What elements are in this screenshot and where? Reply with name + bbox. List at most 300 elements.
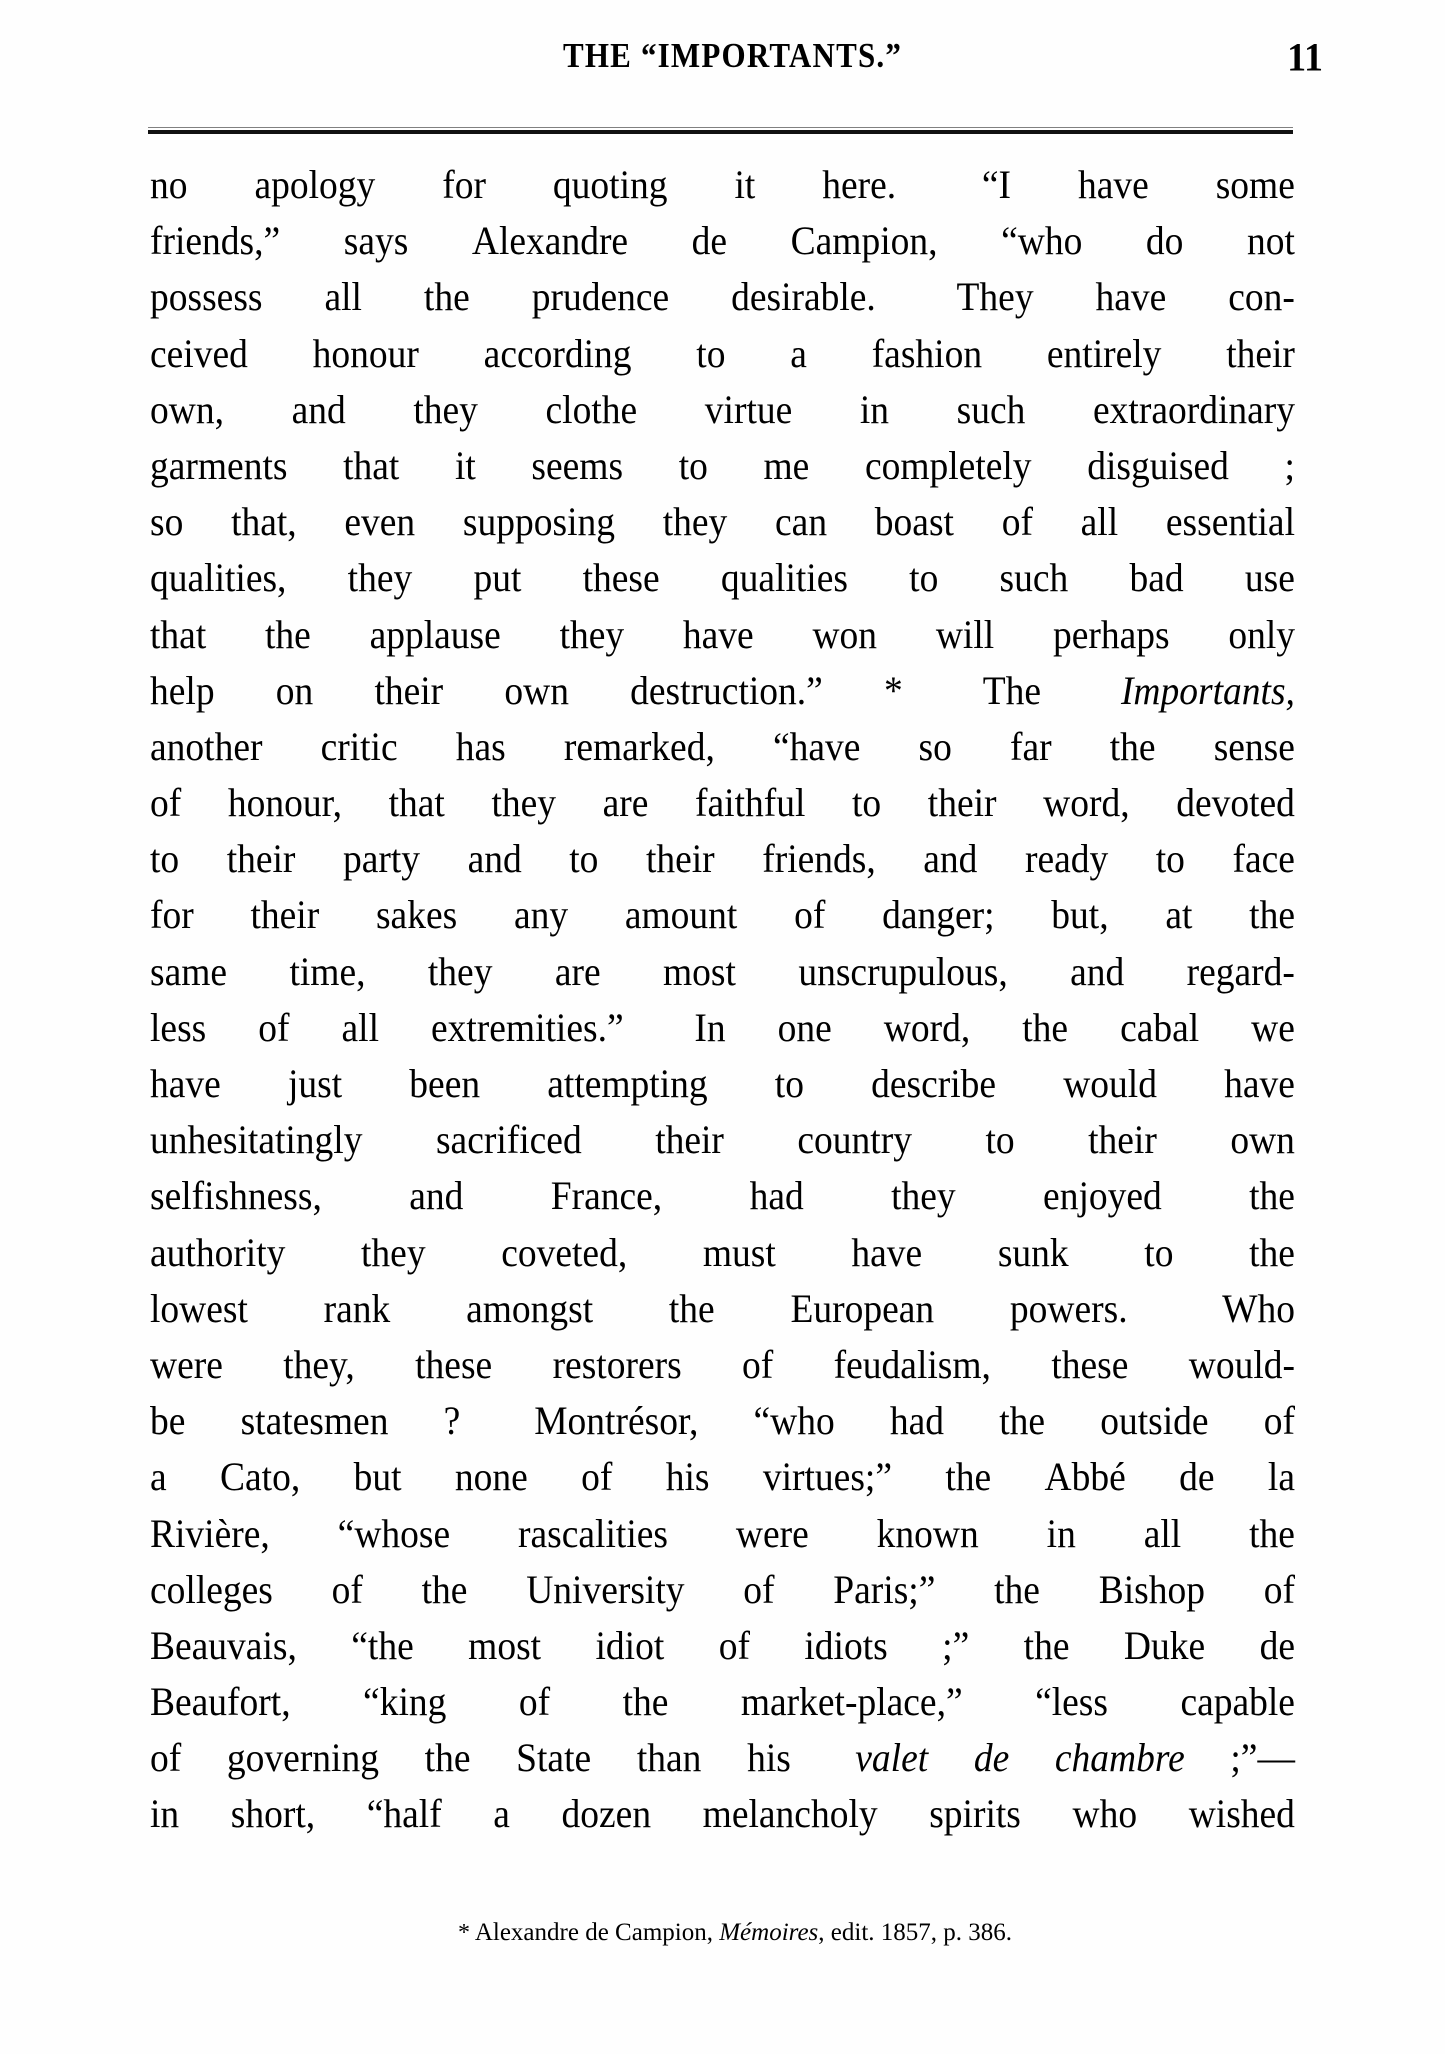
word: Beaufort, <box>150 1681 291 1725</box>
word: virtue <box>704 388 793 433</box>
word: were <box>150 1343 223 1388</box>
word: selfishness, <box>150 1175 322 1219</box>
word: most <box>468 1624 542 1669</box>
word: remarked, <box>563 725 715 770</box>
word: far <box>1009 725 1052 770</box>
word: they <box>413 388 478 433</box>
word: feudalism, <box>833 1343 991 1388</box>
word: the <box>994 1568 1040 1613</box>
word: “whose <box>337 1512 451 1557</box>
word: idiot <box>595 1624 665 1669</box>
word: completely <box>864 444 1032 489</box>
word: we <box>1251 1006 1295 1051</box>
word: these <box>582 557 660 601</box>
word: won <box>812 613 878 658</box>
word: of <box>743 1568 775 1613</box>
word: such <box>999 557 1069 601</box>
text-line <box>150 1786 1295 1846</box>
word: sense <box>1213 725 1295 770</box>
text-line <box>150 381 1295 441</box>
word: one <box>777 1006 832 1051</box>
footnote-title-italic: Mémoires <box>719 1919 819 1946</box>
word: honour <box>312 332 419 377</box>
footnote <box>150 1882 1295 1984</box>
word: in <box>150 1793 180 1837</box>
word: they <box>347 557 413 601</box>
word: ;” <box>942 1624 970 1669</box>
word: In <box>694 1006 726 1051</box>
word: governing <box>226 1737 379 1781</box>
text-line <box>150 719 1295 779</box>
text-line <box>150 1224 1295 1284</box>
word-italic: de <box>973 1737 1010 1781</box>
word: a <box>150 1456 167 1500</box>
word: powers. <box>1009 1287 1147 1332</box>
word: to <box>569 838 599 882</box>
word: devoted <box>1176 782 1295 826</box>
word: that <box>343 444 400 489</box>
text-line <box>150 1393 1295 1453</box>
word: France, <box>550 1175 663 1219</box>
word: but <box>353 1456 402 1500</box>
word: have <box>851 1231 923 1276</box>
word: de <box>691 220 728 264</box>
word: to <box>852 782 882 826</box>
word: con- <box>1228 276 1295 320</box>
word: most <box>663 950 736 995</box>
word: all <box>1080 501 1119 545</box>
word: would- <box>1188 1343 1295 1388</box>
word: the <box>265 613 311 658</box>
word: of <box>331 1568 363 1613</box>
word: Who <box>1222 1287 1295 1332</box>
word: they <box>559 613 625 658</box>
word: have <box>682 613 754 658</box>
word: in <box>1046 1512 1076 1557</box>
word: their <box>645 838 715 882</box>
word: desirable. <box>731 276 895 320</box>
word: their <box>226 838 296 882</box>
text-line <box>150 1280 1295 1340</box>
word: the <box>1249 1512 1295 1557</box>
word: the <box>945 1456 992 1500</box>
word: says <box>343 220 409 264</box>
word: their <box>374 669 444 714</box>
word: restorers <box>552 1343 682 1388</box>
word: disguised <box>1087 444 1229 489</box>
word: no <box>150 164 188 208</box>
text-line <box>150 1056 1295 1116</box>
word: ? <box>443 1400 480 1444</box>
word-italic: Importants, <box>1120 669 1295 714</box>
word: entirely <box>1046 332 1162 377</box>
word: their <box>927 782 997 826</box>
footnote-text-after: , edit. 1857, p. 386. <box>818 1919 1013 1946</box>
word: wished <box>1188 1793 1295 1837</box>
word: qualities <box>720 557 848 601</box>
word: their <box>250 894 320 938</box>
word: of <box>718 1624 750 1669</box>
word: the <box>1023 1624 1070 1669</box>
word: it <box>734 164 756 208</box>
word: to <box>1144 1231 1174 1276</box>
word: not <box>1246 220 1295 264</box>
word: at <box>1165 894 1193 938</box>
text-line <box>150 494 1295 554</box>
word: colleges <box>150 1568 273 1613</box>
word: Rivière, <box>150 1512 270 1557</box>
word: word, <box>1043 782 1130 826</box>
word: unscrupulous, <box>798 950 1008 995</box>
word: the <box>1022 1006 1069 1051</box>
word: friends,” <box>150 220 281 264</box>
word: “half <box>366 1793 442 1837</box>
word: their <box>655 1119 724 1163</box>
word: Abbé <box>1044 1456 1126 1500</box>
word: “who <box>1001 220 1083 264</box>
footnote-text-before: Alexandre de Campion, <box>469 1919 720 1946</box>
word: of <box>794 894 826 938</box>
word: garments <box>150 444 288 489</box>
word: critic <box>320 725 398 770</box>
word: la <box>1267 1456 1295 1500</box>
word: had <box>749 1175 804 1219</box>
word: the <box>1249 894 1295 938</box>
word: capable <box>1180 1681 1295 1725</box>
word: University <box>526 1568 685 1613</box>
word: can <box>775 501 828 545</box>
text-line <box>150 269 1295 329</box>
word: “the <box>351 1624 414 1669</box>
text-line <box>150 325 1295 385</box>
word: amount <box>624 894 738 938</box>
word: for <box>150 894 194 938</box>
word: will <box>935 613 995 658</box>
word: all <box>324 276 362 320</box>
text-line <box>150 887 1295 947</box>
text-line <box>150 999 1295 1059</box>
word: to <box>909 557 939 601</box>
word: Montrésor, <box>534 1400 699 1444</box>
word: of <box>150 782 182 826</box>
word: extraordinary <box>1093 388 1295 433</box>
word: and <box>291 388 346 433</box>
word: and <box>1070 950 1125 995</box>
word: own <box>504 669 569 714</box>
word: Beauvais, <box>150 1624 297 1669</box>
word: regard- <box>1186 950 1295 995</box>
word: been <box>409 1063 481 1107</box>
word: who <box>1072 1793 1138 1837</box>
word: of <box>1263 1400 1295 1444</box>
text-line <box>150 1561 1295 1621</box>
word: melancholy <box>702 1793 878 1837</box>
word: put <box>473 557 522 601</box>
word: market-place,” <box>740 1681 963 1725</box>
word: to <box>1155 838 1185 882</box>
text-line <box>150 662 1295 722</box>
text-line <box>150 1112 1295 1172</box>
word-italic: chambre <box>1054 1737 1185 1781</box>
word: less <box>150 1006 207 1051</box>
word: bad <box>1129 557 1184 601</box>
word: are <box>602 782 649 826</box>
word: it <box>454 444 476 489</box>
text-line <box>150 1449 1295 1509</box>
word: face <box>1232 838 1295 882</box>
word: idiots <box>804 1624 888 1669</box>
word: qualities, <box>150 557 287 601</box>
word: none <box>454 1456 528 1500</box>
word: destruction.” <box>630 669 823 714</box>
word: apology <box>254 164 376 208</box>
word: of <box>258 1006 290 1051</box>
word: all <box>341 1006 379 1051</box>
text-line <box>150 775 1295 835</box>
word: faithful <box>695 782 806 826</box>
body-text-block <box>150 160 1295 1846</box>
word: these <box>1051 1343 1129 1388</box>
word: their <box>1088 1119 1157 1163</box>
word: these <box>415 1343 493 1388</box>
word: any <box>513 894 569 938</box>
word: clothe <box>545 388 638 433</box>
word: enjoyed <box>1043 1175 1162 1219</box>
word: have <box>1095 276 1167 320</box>
word: they <box>491 782 557 826</box>
word: sacrificed <box>435 1119 582 1163</box>
word: Alexandre <box>471 220 629 264</box>
word: sunk <box>997 1231 1069 1276</box>
word: and <box>467 838 522 882</box>
word: same <box>150 950 228 995</box>
word: in <box>859 388 890 433</box>
text-line <box>150 1618 1295 1678</box>
footnote-marker: * <box>457 1920 470 1946</box>
word: all <box>1143 1512 1182 1557</box>
word: to <box>696 332 726 377</box>
word: here. <box>822 164 915 208</box>
word: unhesitatingly <box>150 1119 363 1163</box>
text-line <box>150 1337 1295 1397</box>
word: fashion <box>871 332 983 377</box>
word: own, <box>150 388 224 433</box>
word: such <box>956 388 1026 433</box>
word: applause <box>369 613 501 658</box>
word: they <box>361 1231 426 1276</box>
word: short, <box>230 1793 316 1837</box>
word: State <box>516 1737 592 1781</box>
word: so <box>918 725 952 770</box>
word: statesmen <box>240 1400 389 1444</box>
text-line <box>150 1674 1295 1734</box>
word: ; <box>1284 444 1295 489</box>
word: have <box>1077 164 1149 208</box>
word: that <box>388 782 445 826</box>
word: danger; <box>882 894 995 938</box>
word: “who <box>753 1400 835 1444</box>
word: their <box>1226 332 1295 377</box>
word: just <box>287 1063 343 1107</box>
word: has <box>455 725 506 770</box>
word: are <box>554 950 601 995</box>
word: and <box>409 1175 464 1219</box>
text-line <box>150 1730 1295 1790</box>
word: but, <box>1051 894 1109 938</box>
word: The <box>982 669 1060 714</box>
word: cabal <box>1120 1006 1200 1051</box>
word: “I <box>981 164 1012 208</box>
word: use <box>1244 557 1295 601</box>
word: help <box>150 669 215 714</box>
word: Campion, <box>790 220 938 264</box>
word: known <box>876 1512 979 1557</box>
word: perhaps <box>1052 613 1170 658</box>
word: a <box>493 1793 510 1837</box>
word: rascalities <box>518 1512 668 1557</box>
word: on <box>275 669 314 714</box>
word: and <box>923 838 978 882</box>
word: de <box>1259 1624 1295 1669</box>
word: some <box>1215 164 1295 208</box>
word: Duke <box>1123 1624 1206 1669</box>
word: authority <box>150 1231 286 1276</box>
word: so <box>150 501 184 545</box>
word: describe <box>871 1063 997 1107</box>
word: honour, <box>227 782 342 826</box>
word: dozen <box>561 1793 652 1837</box>
word: of <box>1263 1568 1295 1613</box>
word: Cato, <box>220 1456 301 1500</box>
text-line <box>150 943 1295 1003</box>
word: the <box>423 276 470 320</box>
word: prudence <box>531 276 670 320</box>
word: they, <box>283 1343 355 1388</box>
word: of <box>581 1456 613 1500</box>
word: Bishop <box>1098 1568 1205 1613</box>
word: lowest <box>150 1287 248 1332</box>
word: the <box>1249 1175 1295 1219</box>
word: to <box>985 1119 1015 1163</box>
word: have <box>1224 1063 1295 1107</box>
word: boast <box>874 501 954 545</box>
word: that, <box>231 501 297 545</box>
word: for <box>442 164 486 208</box>
word: coveted, <box>501 1231 628 1276</box>
word: to <box>150 838 180 882</box>
text-line <box>150 213 1295 273</box>
word: virtues;” <box>762 1456 892 1500</box>
word: amongst <box>466 1287 594 1332</box>
word: than <box>636 1737 702 1781</box>
text-line <box>150 831 1295 891</box>
word: his <box>747 1737 810 1781</box>
word: be <box>150 1400 186 1444</box>
word: the <box>668 1287 715 1332</box>
word: to <box>774 1063 804 1107</box>
word: another <box>150 725 263 770</box>
text-line <box>150 1505 1295 1565</box>
word: outside <box>1100 1400 1209 1444</box>
word: ready <box>1024 838 1109 882</box>
word: “king <box>363 1681 447 1725</box>
word: the <box>421 1568 468 1613</box>
word: of <box>518 1681 551 1725</box>
running-head-title: THE “IMPORTANTS.” <box>562 35 903 75</box>
word: of <box>1001 501 1033 545</box>
word: they <box>662 501 728 545</box>
text-line <box>150 157 1295 217</box>
word: only <box>1228 613 1295 658</box>
word: a <box>790 332 807 377</box>
word: spirits <box>929 1793 1021 1837</box>
word: country <box>797 1119 912 1163</box>
word: Paris;” <box>833 1568 936 1613</box>
word: quoting <box>552 164 668 208</box>
word: essential <box>1165 501 1295 545</box>
word: “less <box>1035 1681 1108 1725</box>
word: according <box>483 332 632 377</box>
text-line <box>150 550 1295 610</box>
word: rank <box>323 1287 391 1332</box>
word: were <box>735 1512 809 1557</box>
text-line <box>150 1168 1295 1228</box>
word: extremities.” <box>430 1006 643 1051</box>
word: ;”— <box>1230 1737 1295 1781</box>
running-head <box>140 35 1325 92</box>
word: They <box>956 276 1034 320</box>
header-divider-rule <box>148 130 1293 134</box>
word: time, <box>289 950 366 995</box>
word: they <box>427 950 493 995</box>
word: do <box>1145 220 1184 264</box>
word: must <box>702 1231 776 1276</box>
word: possess <box>150 276 263 320</box>
word: me <box>763 444 810 489</box>
word: had <box>889 1400 945 1444</box>
word-italic: valet <box>855 1737 929 1781</box>
word: European <box>790 1287 935 1332</box>
word: would <box>1063 1063 1157 1107</box>
word: the <box>424 1737 471 1781</box>
word: party <box>342 838 421 882</box>
word: that <box>150 613 207 658</box>
page-number: 11 <box>1287 35 1323 81</box>
word: of <box>150 1737 182 1781</box>
word: they <box>891 1175 956 1219</box>
text-line <box>150 606 1295 666</box>
word: word, <box>883 1006 971 1051</box>
word: the <box>622 1681 669 1725</box>
word: the <box>1109 725 1156 770</box>
word: “have <box>772 725 861 770</box>
word: the <box>1249 1231 1295 1276</box>
word: friends, <box>762 838 876 882</box>
word: supposing <box>462 501 616 545</box>
word: to <box>678 444 708 489</box>
word: of <box>742 1343 774 1388</box>
word: sakes <box>375 894 458 938</box>
word: * <box>884 669 922 714</box>
text-line <box>150 438 1295 498</box>
word: attempting <box>547 1063 708 1107</box>
word: de <box>1179 1456 1215 1500</box>
word: seems <box>531 444 624 489</box>
word: even <box>344 501 416 545</box>
word: have <box>150 1063 221 1107</box>
word: his <box>665 1456 710 1500</box>
word: own <box>1230 1119 1295 1163</box>
